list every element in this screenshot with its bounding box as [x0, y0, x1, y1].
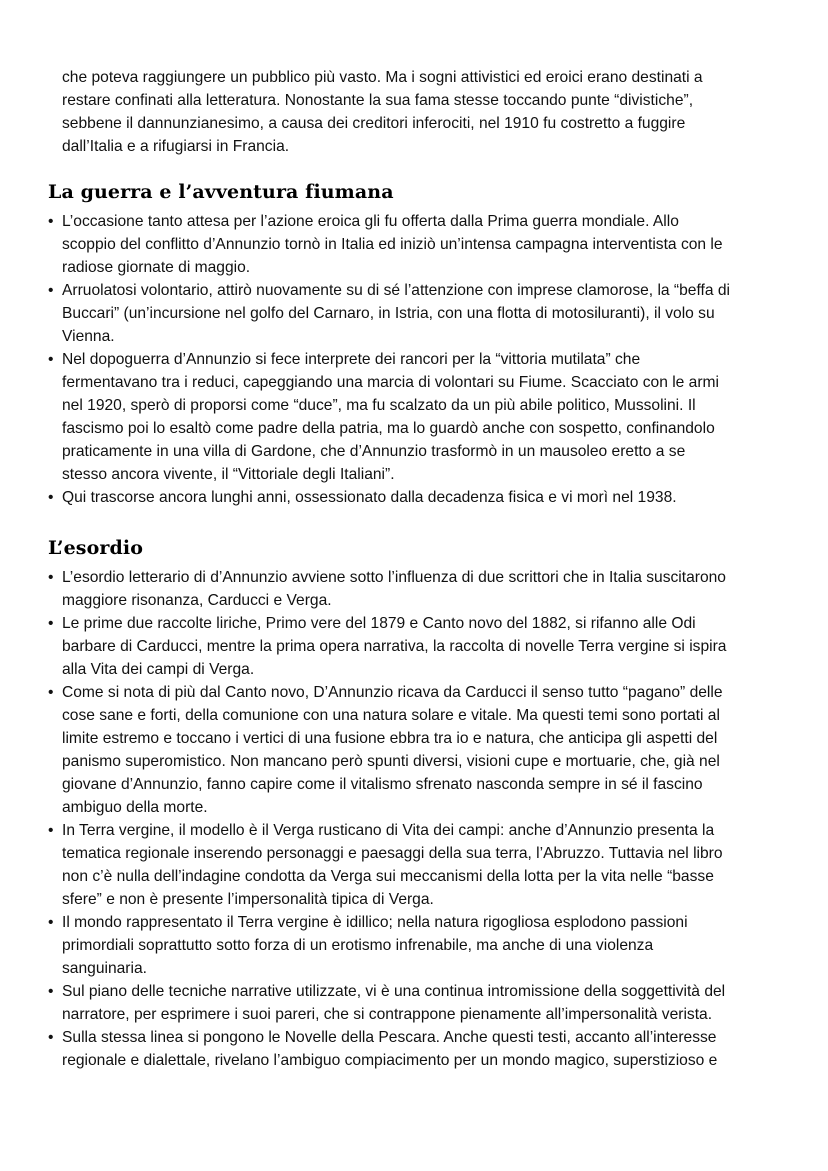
bullet-line: stesso ancora vivente, il “Vittoriale degli Italiani”. — [62, 466, 395, 483]
bullet-icon: • — [48, 489, 54, 506]
bullet-icon: • — [48, 351, 54, 368]
bullet-item — [48, 486, 788, 509]
bullet-line: radiose giornate di maggio. — [62, 259, 251, 276]
bullet-line: giovane d’Annunzio, fanno capire come il vitalismo sfrenato nasconda sempre in sé il fascino — [62, 776, 703, 793]
bullet-line: Buccari” (un’incursione nel golfo del Carnaro, in Istria, con una flotta di motosiluranti), il volo su — [62, 305, 715, 322]
bullet-line: L’esordio letterario di d’Annunzio avviene sotto l’influenza di due scrittori che in Italia suscitarono — [62, 569, 726, 586]
bullet-item — [48, 911, 788, 980]
bullet-line: Vienna. — [62, 328, 115, 345]
bullet-line: maggiore risonanza, Carducci e Verga. — [62, 592, 332, 609]
bullet-line: Sulla stessa linea si pongono le Novelle della Pescara. Anche questi testi, accanto all’interesse — [62, 1029, 717, 1046]
bullet-icon: • — [48, 1029, 54, 1046]
bullet-icon: • — [48, 822, 54, 839]
bullet-icon: • — [48, 914, 54, 931]
bullet-item — [48, 348, 788, 486]
section-esordio — [48, 536, 788, 1072]
bullet-item — [48, 612, 788, 681]
bullet-line: scoppio del conflitto d’Annunzio tornò in Italia ed iniziò un’intensa campagna interventista con le — [62, 236, 723, 253]
bullet-line: Qui trascorse ancora lunghi anni, ossessionato dalla decadenza fisica e vi morì nel 1938. — [62, 489, 677, 506]
bullet-line: fascismo poi lo esaltò come padre della patria, ma lo guardò anche con sospetto, confinandolo — [62, 420, 715, 437]
bullet-line: regionale e dialettale, rivelano l’ambiguo compiacimento per un mondo magico, superstizioso e — [62, 1052, 718, 1069]
bullet-item — [48, 210, 788, 279]
intro-line: che poteva raggiungere un pubblico più vasto. Ma i sogni attivistici ed eroici erano destinati a — [62, 69, 703, 86]
bullet-line: barbare di Carducci, mentre la prima opera narrativa, la raccolta di novelle Terra vergine si ispira — [62, 638, 727, 655]
bullet-item — [48, 681, 788, 819]
bullet-line: praticamente in una villa di Gardone, che d’Annunzio trasformò in un mausoleo eretto a se — [62, 443, 686, 460]
intro-paragraph — [62, 66, 782, 158]
bullet-icon: • — [48, 983, 54, 1000]
section-heading: La guerra e l’avventura fiumana — [48, 181, 394, 203]
bullet-icon: • — [48, 615, 54, 632]
bullet-line: ambiguo della morte. — [62, 799, 208, 816]
bullet-line: primordiali soprattutto sotto forza di un erotismo infrenabile, ma anche di una violenza — [62, 937, 654, 954]
bullet-icon: • — [48, 282, 54, 299]
intro-line: sebbene il dannunzianesimo, a causa dei creditori inferociti, nel 1910 fu costretto a fuggire — [62, 115, 686, 132]
bullet-line: Come si nota di più dal Canto novo, D’Annunzio ricava da Carducci il senso tutto “pagano” delle — [62, 684, 723, 701]
bullet-icon: • — [48, 569, 54, 586]
bullet-line: Nel dopoguerra d’Annunzio si fece interprete dei rancori per la “vittoria mutilata” che — [62, 351, 641, 368]
bullet-line: panismo superomistico. Non mancano però spunti diversi, visioni cupe e mortuarie, che, già nel — [62, 753, 720, 770]
bullet-line: tematica regionale inserendo personaggi e paesaggi della sua terra, l’Abruzzo. Tuttavia nel libro — [62, 845, 723, 862]
section-heading: L’esordio — [48, 537, 143, 559]
bullet-list — [48, 210, 788, 509]
bullet-item — [48, 279, 788, 348]
bullet-list — [48, 566, 788, 1072]
intro-line: restare confinati alla letteratura. Nonostante la sua fama stesse toccando punte “divistiche”, — [62, 92, 694, 109]
bullet-line: Le prime due raccolte liriche, Primo vere del 1879 e Canto novo del 1882, si rifanno alle Odi — [62, 615, 696, 632]
bullet-line: fermentavano tra i reduci, capeggiando una marcia di volontari su Fiume. Scacciato con le armi — [62, 374, 720, 391]
bullet-line: nel 1920, sperò di proporsi come “duce”, ma fu scalzato da un più abile politico, Mussolini. Il — [62, 397, 696, 414]
bullet-item — [48, 980, 788, 1026]
bullet-line: narratore, per esprimere i suoi pareri, che si contrappone pienamente all’impersonalità verista. — [62, 1006, 713, 1023]
intro-line: dall’Italia e a rifugiarsi in Francia. — [62, 138, 290, 155]
bullet-line: sanguinaria. — [62, 960, 147, 977]
bullet-line: L’occasione tanto attesa per l’azione eroica gli fu offerta dalla Prima guerra mondiale. Allo — [62, 213, 679, 230]
bullet-line: In Terra vergine, il modello è il Verga rusticano di Vita dei campi: anche d’Annunzio presenta la — [62, 822, 715, 839]
bullet-line: limite estremo e toccano i vertici di una fusione ebbra tra io e natura, che anticipa gli aspetti del — [62, 730, 718, 747]
bullet-icon: • — [48, 213, 54, 230]
bullet-line: Il mondo rappresentato il Terra vergine è idillico; nella natura rigogliosa esplodono passioni — [62, 914, 688, 931]
bullet-line: cose sane e forti, della comunione con una natura solare e vitale. Ma questi temi sono portati al — [62, 707, 720, 724]
bullet-item — [48, 566, 788, 612]
bullet-line: sfere” e non è presente l’impersonalità tipica di Verga. — [62, 891, 434, 908]
bullet-line: Arruolatosi volontario, attirò nuovamente su di sé l’attenzione con imprese clamorose, la “beffa di — [62, 282, 730, 299]
bullet-icon: • — [48, 684, 54, 701]
section-guerra-fiumana — [48, 180, 788, 509]
bullet-line: non c’è nulla dell’indagine condotta da Verga sui meccanismi della lotta per la vita nelle “basse — [62, 868, 714, 885]
bullet-line: Sul piano delle tecniche narrative utilizzate, vi è una continua intromissione della soggettività del — [62, 983, 726, 1000]
bullet-item — [48, 819, 788, 911]
bullet-item — [48, 1026, 788, 1072]
bullet-line: alla Vita dei campi di Verga. — [62, 661, 255, 678]
